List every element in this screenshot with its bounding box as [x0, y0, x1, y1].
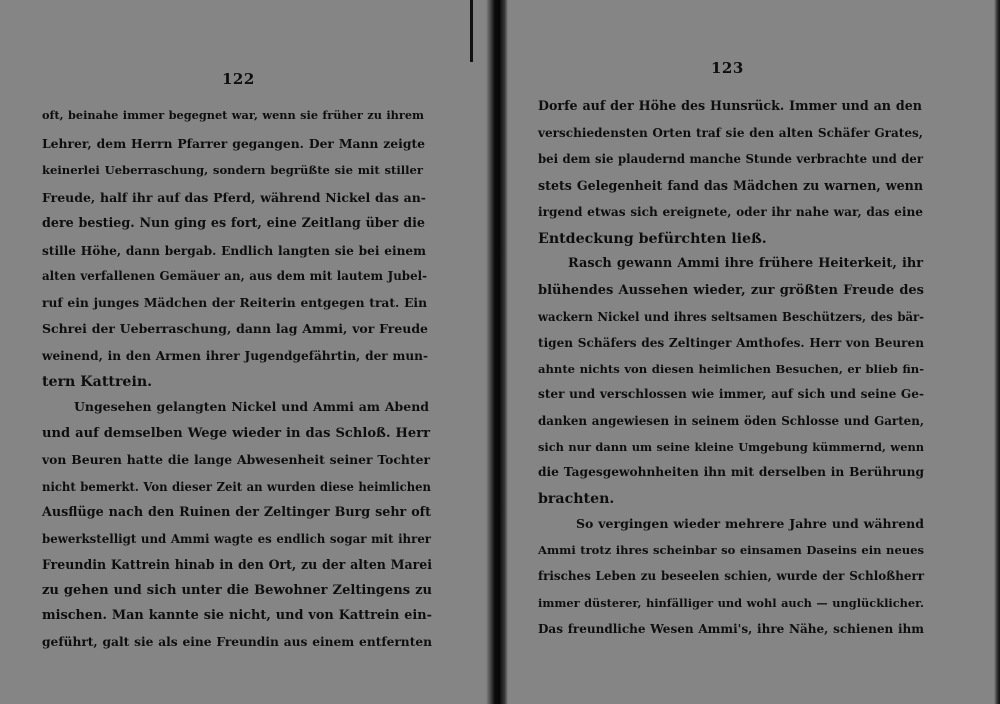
- text-line: ruf ein junges Mädchen der Reiterin entgegen trat. Ein: [42, 295, 427, 310]
- text-line: dere bestieg. Nun ging es fort, eine Zeitlang über die: [42, 215, 425, 230]
- text-line: tern Kattrein.: [42, 374, 153, 390]
- left-page: [0, 0, 470, 704]
- text-line: bei dem sie plaudernd manche Stunde verbrachte und der: [538, 152, 923, 166]
- text-line: brachten.: [538, 491, 615, 507]
- text-line: Das freundliche Wesen Ammi's, ihre Nähe, schienen ihm: [538, 622, 924, 636]
- text-line: zu gehen und sich unter die Bewohner Zeltingens zu: [42, 583, 432, 598]
- text-line: tigen Schäfers des Zeltinger Amthofes. Herr von Beuren: [538, 336, 924, 350]
- text-line: geführt, galt sie als eine Freundin aus einem entfernten: [42, 635, 432, 649]
- text-line: stille Höhe, dann bergab. Endlich langten sie bei einem: [42, 244, 426, 258]
- text-line: Ungesehen gelangten Nickel und Ammi am Abend: [74, 399, 429, 414]
- page-number-left: 122: [222, 70, 255, 88]
- text-line: ster und verschlossen wie immer, auf sich und seine Ge-: [538, 387, 924, 401]
- text-line: ahnte nichts von diesen heimlichen Besuchen, er blieb fin-: [538, 362, 924, 376]
- text-line: Entdeckung befürchten ließ.: [538, 231, 767, 247]
- text-line: wackern Nickel und ihres seltsamen Beschützers, des bär-: [538, 310, 924, 324]
- text-line: Freundin Kattrein hinab in den Ort, zu der alten Marei: [42, 557, 432, 572]
- text-line: Ausflüge nach den Ruinen der Zeltinger Burg sehr oft: [42, 504, 431, 519]
- text-line: Schrei der Ueberraschung, dann lag Ammi, vor Freude: [42, 321, 428, 336]
- text-line: verschiedensten Orten traf sie den alten Schäfer Grates,: [538, 126, 923, 140]
- text-line: Dorfe auf der Höhe des Hunsrück. Immer und an den: [538, 98, 922, 113]
- text-line: blühendes Aussehen wieder, zur größten Freude des: [538, 283, 924, 298]
- text-line: danken angewiesen in seinem öden Schlosse und Garten,: [538, 414, 924, 428]
- text-line: bewerkstelligt und Ammi wagte es endlich sogar mit ihrer: [42, 532, 431, 546]
- text-line: weinend, in den Armen ihrer Jugendgefährtin, der mun-: [42, 349, 428, 363]
- text-line: mischen. Man kannte sie nicht, und von Kattrein ein-: [42, 608, 432, 623]
- text-line: sich nur dann um seine kleine Umgebung kümmernd, wenn: [538, 440, 924, 454]
- text-line: nicht bemerkt. Von dieser Zeit an wurden diese heimlichen: [42, 480, 431, 494]
- page-edge-shadow: [994, 0, 1000, 704]
- text-line: frisches Leben zu beseelen schien, wurde der Schloßherr: [538, 569, 924, 583]
- text-line: Rasch gewann Ammi ihre frühere Heiterkeit, ihr: [568, 256, 923, 271]
- text-line: von Beuren hatte die lange Abwesenheit seiner Tochter: [42, 452, 430, 467]
- text-line: So vergingen wieder mehrere Jahre und während: [576, 516, 924, 531]
- text-line: irgend etwas sich ereignete, oder ihr nahe war, das eine: [538, 205, 923, 219]
- text-line: stets Gelegenheit fand das Mädchen zu warnen, wenn: [538, 178, 923, 193]
- text-line: keinerlei Ueberraschung, sondern begrüßte sie mit stiller: [42, 163, 423, 177]
- book-gutter: [486, 0, 508, 704]
- text-line: oft, beinahe immer begegnet war, wenn sie früher zu ihrem: [42, 108, 424, 122]
- text-line: immer düsterer, hinfälliger und wohl auch — unglücklicher.: [538, 596, 924, 610]
- text-line: und auf demselben Wege wieder in das Schloß. Herr: [42, 426, 430, 441]
- text-line: Ammi trotz ihres scheinbar so einsamen Daseins ein neues: [538, 543, 924, 557]
- text-line: alten verfallenen Gemäuer an, aus dem mit lautem Jubel-: [42, 269, 427, 283]
- text-line: Lehrer, dem Herrn Pfarrer gegangen. Der Mann zeigte: [42, 136, 425, 151]
- gutter-mark: [470, 0, 473, 62]
- text-line: Freude, half ihr auf das Pferd, während Nickel das an-: [42, 190, 426, 205]
- text-line: die Tagesgewohnheiten ihn mit derselben in Berührung: [538, 465, 924, 479]
- page-number-right: 123: [711, 59, 744, 77]
